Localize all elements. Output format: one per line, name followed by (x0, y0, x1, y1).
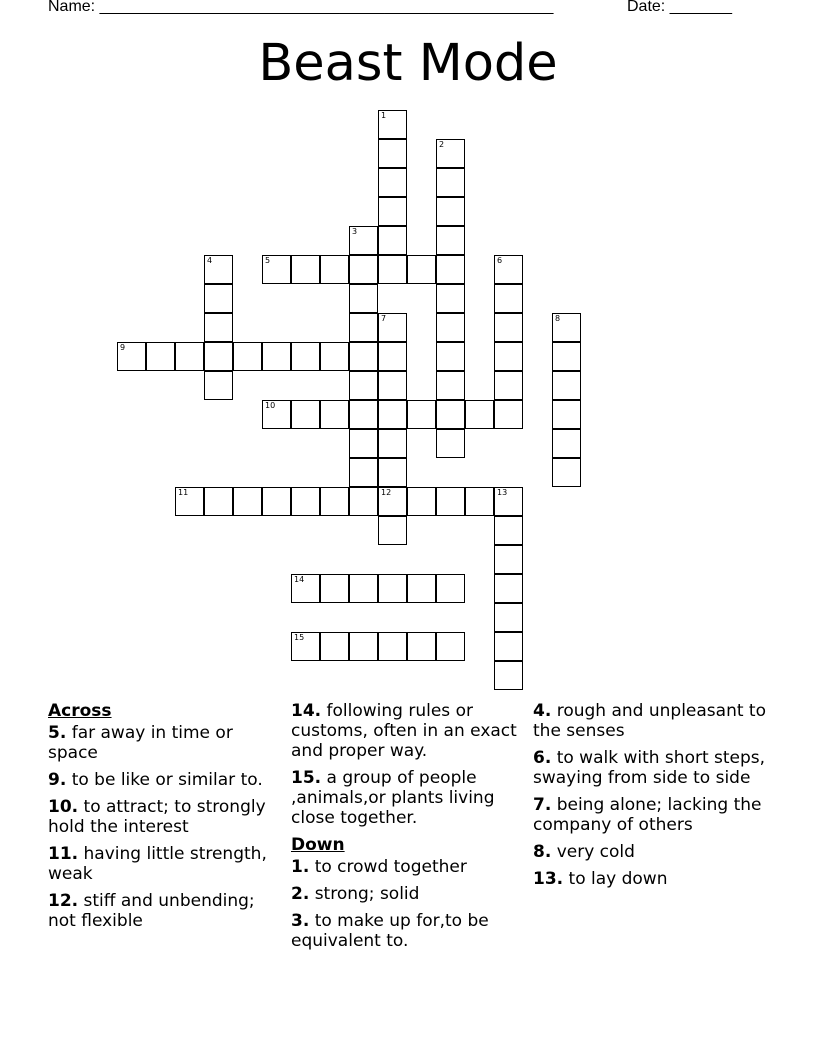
clue-number: 7. (533, 795, 552, 815)
date-field[interactable]: Date: _______ (627, 0, 732, 15)
clue-number: 10. (48, 797, 79, 817)
clue-text: being alone; lacking the company of others (533, 795, 762, 835)
crossword-cell[interactable] (494, 632, 523, 661)
crossword-cell[interactable] (320, 400, 349, 429)
clue-text: to walk with short steps, swaying from side to side (533, 748, 766, 788)
crossword-cell[interactable] (552, 400, 581, 429)
down-clue (533, 795, 769, 835)
cell-number: 7 (381, 314, 387, 323)
crossword-cell[interactable] (204, 342, 233, 371)
down-heading: Down (291, 835, 345, 855)
crossword-cell[interactable] (349, 255, 378, 284)
crossword-cell[interactable] (436, 371, 465, 400)
crossword-cell[interactable] (494, 545, 523, 574)
crossword-cell[interactable] (378, 313, 407, 342)
crossword-cell[interactable] (494, 661, 523, 690)
clue-text: far away in time or space (48, 723, 233, 763)
crossword-cell[interactable] (552, 458, 581, 487)
across-clue (291, 768, 527, 828)
across-heading: Across (48, 701, 112, 721)
crossword-cell[interactable] (175, 487, 204, 516)
cell-number: 6 (497, 256, 503, 265)
crossword-cell[interactable] (465, 487, 494, 516)
clue-text: having little strength, weak (48, 844, 267, 884)
crossword-cell[interactable] (262, 400, 291, 429)
crossword-cell[interactable] (436, 255, 465, 284)
crossword-cell[interactable] (349, 371, 378, 400)
down-clue (533, 701, 769, 741)
clue-number: 6. (533, 748, 552, 768)
crossword-cell[interactable] (407, 400, 436, 429)
clue-number: 3. (291, 911, 310, 931)
puzzle-title: Beast Mode (258, 34, 558, 93)
clue-number: 11. (48, 844, 79, 864)
crossword-cell[interactable] (204, 284, 233, 313)
clue-number: 14. (291, 701, 322, 721)
crossword-cell[interactable] (291, 400, 320, 429)
crossword-cell[interactable] (552, 342, 581, 371)
clue-text: to lay down (568, 869, 668, 889)
crossword-cell[interactable] (436, 574, 465, 603)
crossword-cell[interactable] (262, 342, 291, 371)
down-clue (291, 911, 527, 951)
crossword-cell[interactable] (494, 516, 523, 545)
clue-number: 8. (533, 842, 552, 862)
clue-number: 15. (291, 768, 322, 788)
clue-column-3 (533, 701, 769, 896)
cell-number: 5 (265, 256, 271, 265)
clue-text: to crowd together (314, 857, 467, 877)
cell-number: 3 (352, 227, 358, 236)
crossword-cell[interactable] (552, 371, 581, 400)
clue-text: very cold (556, 842, 635, 862)
clue-number: 5. (48, 723, 67, 743)
crossword-cell[interactable] (378, 371, 407, 400)
crossword-cell[interactable] (494, 400, 523, 429)
clue-column-2 (291, 701, 527, 958)
cell-number: 2 (439, 140, 445, 149)
clue-text: a group of people ,animals,or plants living close together. (291, 768, 495, 828)
clue-text: following rules or customs, often in an exact and proper way. (291, 701, 517, 761)
crossword-cell[interactable] (494, 255, 523, 284)
crossword-cell[interactable] (175, 342, 204, 371)
crossword-cell[interactable] (436, 284, 465, 313)
down-clue (291, 884, 527, 904)
clue-number: 9. (48, 770, 67, 790)
crossword-cell[interactable] (204, 487, 233, 516)
down-clue (533, 842, 769, 862)
down-clue (533, 869, 769, 889)
crossword-cell[interactable] (436, 487, 465, 516)
clue-text: strong; solid (314, 884, 420, 904)
crossword-cell[interactable] (349, 226, 378, 255)
cell-number: 10 (265, 401, 276, 410)
crossword-cell[interactable] (320, 487, 349, 516)
crossword-cell[interactable] (262, 487, 291, 516)
crossword-cell[interactable] (494, 284, 523, 313)
crossword-cell[interactable] (436, 429, 465, 458)
crossword-cell[interactable] (436, 313, 465, 342)
clue-number: 1. (291, 857, 310, 877)
crossword-cell[interactable] (291, 255, 320, 284)
crossword-cell[interactable] (378, 226, 407, 255)
crossword-cell[interactable] (204, 371, 233, 400)
crossword-cell[interactable] (117, 342, 146, 371)
crossword-cell[interactable] (233, 342, 262, 371)
cell-number: 12 (381, 488, 392, 497)
down-clue (533, 748, 769, 788)
across-clue (48, 797, 284, 837)
crossword-cell[interactable] (378, 458, 407, 487)
crossword-cell[interactable] (552, 429, 581, 458)
crossword-cell[interactable] (378, 110, 407, 139)
down-clue (291, 857, 527, 877)
crossword-cell[interactable] (349, 313, 378, 342)
crossword-cell[interactable] (262, 255, 291, 284)
across-clue (48, 770, 284, 790)
clue-text: to make up for,to be equivalent to. (291, 911, 489, 951)
across-clue (48, 891, 284, 931)
cell-number: 13 (497, 488, 508, 497)
crossword-cell[interactable] (494, 487, 523, 516)
crossword-cell[interactable] (494, 603, 523, 632)
crossword-cell[interactable] (494, 342, 523, 371)
crossword-cell[interactable] (552, 313, 581, 342)
crossword-cell[interactable] (378, 197, 407, 226)
across-clue (48, 723, 284, 763)
crossword-cell[interactable] (349, 632, 378, 661)
crossword-cell[interactable] (146, 342, 175, 371)
crossword-cell[interactable] (436, 632, 465, 661)
crossword-cell[interactable] (320, 255, 349, 284)
crossword-cell[interactable] (349, 487, 378, 516)
crossword-cell[interactable] (378, 400, 407, 429)
clue-number: 13. (533, 869, 564, 889)
clue-text: rough and unpleasant to the senses (533, 701, 766, 741)
name-field[interactable]: Name: ___________________________________________________ (48, 0, 554, 15)
cell-number: 8 (555, 314, 561, 323)
crossword-cell[interactable] (349, 400, 378, 429)
crossword-cell[interactable] (204, 255, 233, 284)
crossword-cell[interactable] (378, 255, 407, 284)
crossword-cell[interactable] (378, 487, 407, 516)
crossword-cell[interactable] (378, 632, 407, 661)
crossword-cell[interactable] (291, 342, 320, 371)
crossword-cell[interactable] (291, 487, 320, 516)
crossword-cell[interactable] (407, 574, 436, 603)
crossword-cell[interactable] (494, 574, 523, 603)
cell-number: 9 (120, 343, 126, 352)
clue-number: 2. (291, 884, 310, 904)
crossword-cell[interactable] (436, 342, 465, 371)
crossword-cell[interactable] (436, 139, 465, 168)
clue-text: to be like or similar to. (71, 770, 263, 790)
cell-number: 11 (178, 488, 189, 497)
crossword-cell[interactable] (436, 400, 465, 429)
cell-number: 14 (294, 575, 305, 584)
crossword-cell[interactable] (349, 284, 378, 313)
crossword-cell[interactable] (320, 342, 349, 371)
crossword-cell[interactable] (378, 516, 407, 545)
crossword-cell[interactable] (494, 371, 523, 400)
crossword-cell[interactable] (349, 458, 378, 487)
crossword-cell[interactable] (378, 139, 407, 168)
across-clue (291, 701, 527, 761)
crossword-cell[interactable] (436, 197, 465, 226)
cell-number: 4 (207, 256, 213, 265)
cell-number: 15 (294, 633, 305, 642)
clue-number: 12. (48, 891, 79, 911)
crossword-cell[interactable] (378, 168, 407, 197)
clue-column-1 (48, 701, 284, 938)
crossword-cell[interactable] (407, 255, 436, 284)
crossword-cell[interactable] (494, 313, 523, 342)
crossword-cell[interactable] (378, 574, 407, 603)
crossword-cell[interactable] (349, 429, 378, 458)
across-clue (48, 844, 284, 884)
crossword-cell[interactable] (349, 342, 378, 371)
crossword-cell[interactable] (378, 342, 407, 371)
crossword-cell[interactable] (465, 400, 494, 429)
crossword-cell[interactable] (233, 487, 262, 516)
clue-text: stiff and unbending; not flexible (48, 891, 255, 931)
crossword-cell[interactable] (204, 313, 233, 342)
crossword-cell[interactable] (320, 632, 349, 661)
clue-text: to attract; to strongly hold the interest (48, 797, 266, 837)
cell-number: 1 (381, 111, 387, 120)
crossword-cell[interactable] (291, 574, 320, 603)
crossword-cell[interactable] (378, 429, 407, 458)
crossword-cell[interactable] (407, 632, 436, 661)
crossword-cell[interactable] (436, 168, 465, 197)
crossword-cell[interactable] (320, 574, 349, 603)
crossword-cell[interactable] (436, 226, 465, 255)
clue-number: 4. (533, 701, 552, 721)
crossword-cell[interactable] (407, 487, 436, 516)
crossword-cell[interactable] (291, 632, 320, 661)
crossword-cell[interactable] (349, 574, 378, 603)
